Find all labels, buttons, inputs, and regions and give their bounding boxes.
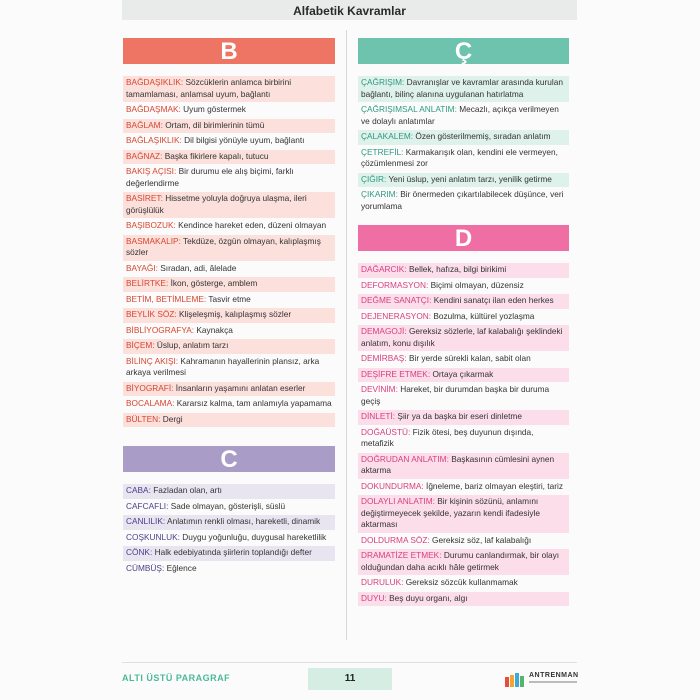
entry-definition: Fizik ötesi, beş duyunun dışında, metafizik — [361, 426, 534, 448]
entry-row — [358, 352, 569, 367]
entry-term: DOKUNDURMA: — [361, 480, 424, 491]
entry-row — [123, 76, 335, 102]
entry-row — [123, 397, 335, 412]
right-column — [358, 38, 569, 607]
entry-term: DOLDURMA SÖZ: — [361, 534, 430, 545]
entry-row — [358, 410, 569, 425]
entry-row — [358, 130, 569, 145]
entry-definition: İnsanların yaşamını anlatan eserler — [173, 382, 306, 393]
entry-definition: Ortam, dil birimlerinin tümü — [162, 119, 265, 130]
entry-row — [358, 480, 569, 495]
entry-term: BİÇEM: — [126, 340, 155, 350]
entry-definition: Duygu yoğunluğu, duygusal hareketlilik — [179, 531, 327, 542]
footer — [122, 668, 577, 692]
entry-term: DEVİNİM: — [361, 384, 398, 394]
entry-row — [123, 562, 335, 577]
entries-c — [123, 484, 335, 577]
entry-row — [123, 515, 335, 530]
entry-term: CÖNK: — [126, 547, 153, 557]
entry-row — [358, 188, 569, 214]
entry-row — [123, 413, 335, 428]
entry-row — [358, 310, 569, 325]
entry-definition: Anlatımın renkli olması, hareketli, dinamik — [165, 516, 321, 526]
entry-term: DOLAYLI ANLATIM: — [361, 496, 435, 506]
entry-term: DAĞARCIK: — [361, 264, 407, 274]
entry-term: BAKIŞ AÇISI: — [126, 166, 177, 176]
entry-row — [358, 279, 569, 294]
footer-divider — [122, 662, 577, 663]
entry-term: ÇIĞIR: — [361, 173, 387, 184]
entry-definition: Sıradan, adi, âlelade — [157, 262, 237, 273]
entry-term: COŞKUNLUK: — [126, 531, 180, 542]
entry-definition: Yeni üslup, yeni anlatım tarzı, yenilik getirme — [386, 173, 552, 184]
entry-row — [358, 263, 569, 278]
entry-term: DEŞİFRE ETMEK: — [361, 368, 431, 379]
entry-row — [123, 119, 335, 134]
entry-row — [123, 277, 335, 292]
entry-term: BİBLİYOGRAFYA: — [126, 324, 195, 335]
entry-definition: Başka fikirlere kapalı, tutucu — [162, 150, 269, 161]
entry-definition: Gereksiz sözlerle, laf kalabalığı şeklindeki anlatım, konu dışılık — [361, 326, 563, 348]
entry-row — [358, 173, 569, 188]
logo-underline — [529, 681, 577, 683]
entry-term: ÇALAKALEM: — [361, 131, 414, 141]
entry-definition: Bir kişinin sözünü, anlamını değiştirmeyecek şekilde, yazarın kendi ifadesiyle aktarması — [361, 496, 540, 529]
entry-term: DRAMATİZE ETMEK: — [361, 550, 442, 560]
entry-term: BEYLİK SÖZ: — [126, 309, 177, 319]
entry-definition: Kendini sanatçı ilan eden herkes — [431, 295, 554, 305]
entry-definition: Halk edebiyatında şiirlerin toplandığı defter — [152, 547, 312, 557]
entry-row — [123, 546, 335, 561]
entry-term: DOĞAÜSTÜ: — [361, 426, 411, 437]
entry-definition: Ortaya çıkarmak — [430, 368, 494, 379]
entry-term: BAŞIBOZUK: — [126, 220, 176, 230]
entry-definition: Dergi — [160, 413, 183, 424]
entry-row — [123, 484, 335, 499]
entry-row — [358, 549, 569, 575]
section-b — [123, 38, 335, 428]
entry-row — [123, 500, 335, 515]
entry-definition: Klişeleşmiş, kalıplaşmış sözler — [176, 309, 292, 319]
entry-definition: Eğlence — [164, 562, 197, 573]
entry-term: BÜLTEN: — [126, 413, 161, 424]
footer-brand: ALTI ÜSTÜ PARAGRAF — [122, 673, 231, 683]
entry-row — [358, 146, 569, 172]
entry-row — [123, 339, 335, 354]
entry-term: ÇIKARIM: — [361, 189, 398, 199]
entry-term: DOĞRUDAN ANLATIM: — [361, 453, 449, 464]
entry-definition: Hissetme yoluyla doğruya ulaşma, ileri görüşlülük — [126, 193, 307, 215]
entry-definition: Davranışlar ve kavramlar arasında kurulan bağlantı, bilinç alanına uygulanan hatırlatma — [361, 77, 563, 99]
publisher-logo — [505, 670, 577, 690]
page-number-box — [308, 668, 392, 690]
entry-definition: Karmakarışık olan, kendini ele vermeyen, çözümlenmesi zor — [361, 146, 558, 168]
entry-definition: Bir yerde sürekli kalan, sabit olan — [406, 353, 531, 363]
entry-row — [358, 453, 569, 479]
entry-definition: Başkasının cümlesini aynen aktarma — [361, 453, 555, 475]
entry-row — [123, 382, 335, 397]
header-bar — [122, 0, 577, 20]
entry-row — [358, 592, 569, 607]
entry-term: DEĞME SANATÇI: — [361, 295, 432, 305]
section-c — [123, 446, 335, 577]
section-d — [358, 225, 569, 607]
logo-blocks-icon — [505, 673, 525, 687]
letter-heading-cc: Ç — [358, 38, 569, 64]
letter-heading-d: D — [358, 225, 569, 251]
entry-row — [123, 262, 335, 277]
entry-term: CÜMBÜŞ: — [126, 562, 165, 573]
entry-term: BOCALAMA: — [126, 398, 175, 408]
entry-row — [123, 219, 335, 234]
entry-term: BETİM, BETİMLEME: — [126, 293, 207, 304]
entry-row — [358, 534, 569, 549]
entry-term: BAĞLAM: — [126, 119, 163, 130]
entry-definition: Durumu canlandırmak, bir olayı olduğundan daha acıklı hâle getirmek — [361, 550, 560, 572]
entry-row — [123, 355, 335, 381]
entry-row — [358, 76, 569, 102]
entry-definition: Gereksiz söz, laf kalabalığı — [429, 534, 532, 545]
letter-heading-c: C — [123, 446, 335, 472]
entry-row — [123, 235, 335, 261]
entry-row — [358, 495, 569, 533]
logo-text: ANTRENMAN — [529, 672, 579, 679]
entry-definition: Sade olmayan, gösterişli, süslü — [168, 500, 286, 511]
entry-definition: Kaynakça — [194, 324, 233, 335]
entry-definition: Fazladan olan, artı — [150, 485, 222, 495]
entry-term: ÇAĞRIŞIM: — [361, 77, 405, 87]
entry-row — [123, 531, 335, 546]
entry-term: DİNLETİ: — [361, 411, 396, 421]
entry-definition: Şiir ya da başka bir eseri dinletme — [395, 411, 522, 421]
entry-term: DEJENERASYON: — [361, 310, 432, 321]
entry-row — [123, 103, 335, 118]
entry-term: BİYOGRAFİ: — [126, 382, 174, 393]
entry-term: BAĞLAŞIKLIK: — [126, 135, 182, 145]
entry-definition: Gereksiz sözcük kullanmamak — [403, 577, 518, 587]
entry-term: BAYAĞI: — [126, 262, 158, 273]
page-title: Alfabetik Kavramlar — [293, 4, 406, 18]
entry-term: DEMAGOJİ: — [361, 326, 407, 336]
entry-term: BASİRET: — [126, 193, 163, 203]
entry-row — [358, 325, 569, 351]
entry-term: CABA: — [126, 485, 151, 495]
entry-term: ÇETREFİL: — [361, 146, 404, 157]
entry-definition: Tasvir etme — [206, 293, 251, 304]
entry-definition: İğneleme, bariz olmayan eleştiri, tariz — [423, 480, 563, 491]
entry-row — [358, 368, 569, 383]
entries-d — [358, 263, 569, 607]
entry-term: CAFCAFLI: — [126, 500, 169, 511]
entry-definition: Bozulma, kültürel yozlaşma — [431, 310, 535, 321]
entry-row — [358, 383, 569, 409]
entry-definition: Biçimi olmayan, düzensiz — [428, 279, 524, 290]
entry-definition: Özen gösterilmemiş, sıradan anlatım — [413, 131, 551, 141]
entry-definition: Tekdüze, özgün olmayan, kalıplaşmış sözler — [126, 235, 321, 257]
entry-term: BASMAKALIP: — [126, 235, 181, 246]
entry-row — [358, 294, 569, 309]
entry-term: BAĞDAŞIKLIK: — [126, 77, 184, 87]
section-gap — [123, 428, 335, 438]
entry-definition: Mecazlı, açıkça verilmeyen ve dolaylı anlatımlar — [361, 104, 559, 126]
entry-definition: Beş duyu organı, algı — [386, 592, 468, 603]
entry-row — [123, 134, 335, 149]
entry-term: BELİRTKE: — [126, 278, 169, 288]
entry-term: CANLILIK: — [126, 516, 166, 526]
section-gap — [358, 215, 569, 225]
entry-definition: Kendince hareket eden, düzeni olmayan — [175, 220, 327, 230]
entry-row — [123, 293, 335, 308]
entry-row — [358, 426, 569, 452]
entry-row — [358, 576, 569, 591]
letter-heading-b: B — [123, 38, 335, 64]
section-cc — [358, 38, 569, 215]
entry-row — [123, 308, 335, 323]
entry-term: ÇAĞRIŞIMSAL ANLATIM: — [361, 104, 457, 114]
entry-term: BİLİNÇ AKIŞI: — [126, 355, 179, 366]
entry-definition: Kararsız kalma, tam anlamıyla yapamama — [174, 398, 332, 408]
entries-b — [123, 76, 335, 428]
entry-definition: Bir durumu ele alış biçimi, farklı değerlendirme — [126, 166, 294, 188]
entry-row — [123, 192, 335, 218]
entry-term: DUYU: — [361, 592, 387, 603]
page-number: 11 — [344, 673, 356, 684]
entry-definition: Bellek, hafıza, bilgi birikimi — [406, 264, 507, 274]
entry-term: BAĞDAŞMAK: — [126, 104, 181, 114]
entry-row — [123, 324, 335, 339]
entry-row — [123, 165, 335, 191]
column-divider — [346, 30, 347, 640]
entry-definition: Kahramanın hayallerinin plansız, arka arkaya verilmesi — [126, 355, 320, 377]
entry-definition: Uyum göstermek — [180, 104, 246, 114]
entry-term: DEMİRBAŞ: — [361, 353, 407, 363]
entry-term: DURULUK: — [361, 577, 404, 587]
entry-definition: Dil bilgisi yönüyle uyum, bağlantı — [181, 135, 305, 145]
entry-definition: İkon, gösterge, amblem — [168, 278, 258, 288]
left-column — [123, 38, 335, 577]
entries-cc — [358, 76, 569, 215]
entry-definition: Sözcüklerin anlamca birbirini tamamlaması, anlamsal uyum, bağlantı — [126, 77, 292, 99]
entry-row — [123, 150, 335, 165]
entry-definition: Bir önermeden çıkartılabilecek düşünce, veri yorumlama — [361, 189, 564, 211]
entry-term: BAĞNAZ: — [126, 150, 163, 161]
entry-definition: Hareket, bir durumdan başka bir duruma geçiş — [361, 384, 550, 406]
entry-definition: Üslup, anlatım tarzı — [154, 340, 229, 350]
entry-term: DEFORMASYON: — [361, 279, 429, 290]
entry-row — [358, 103, 569, 129]
